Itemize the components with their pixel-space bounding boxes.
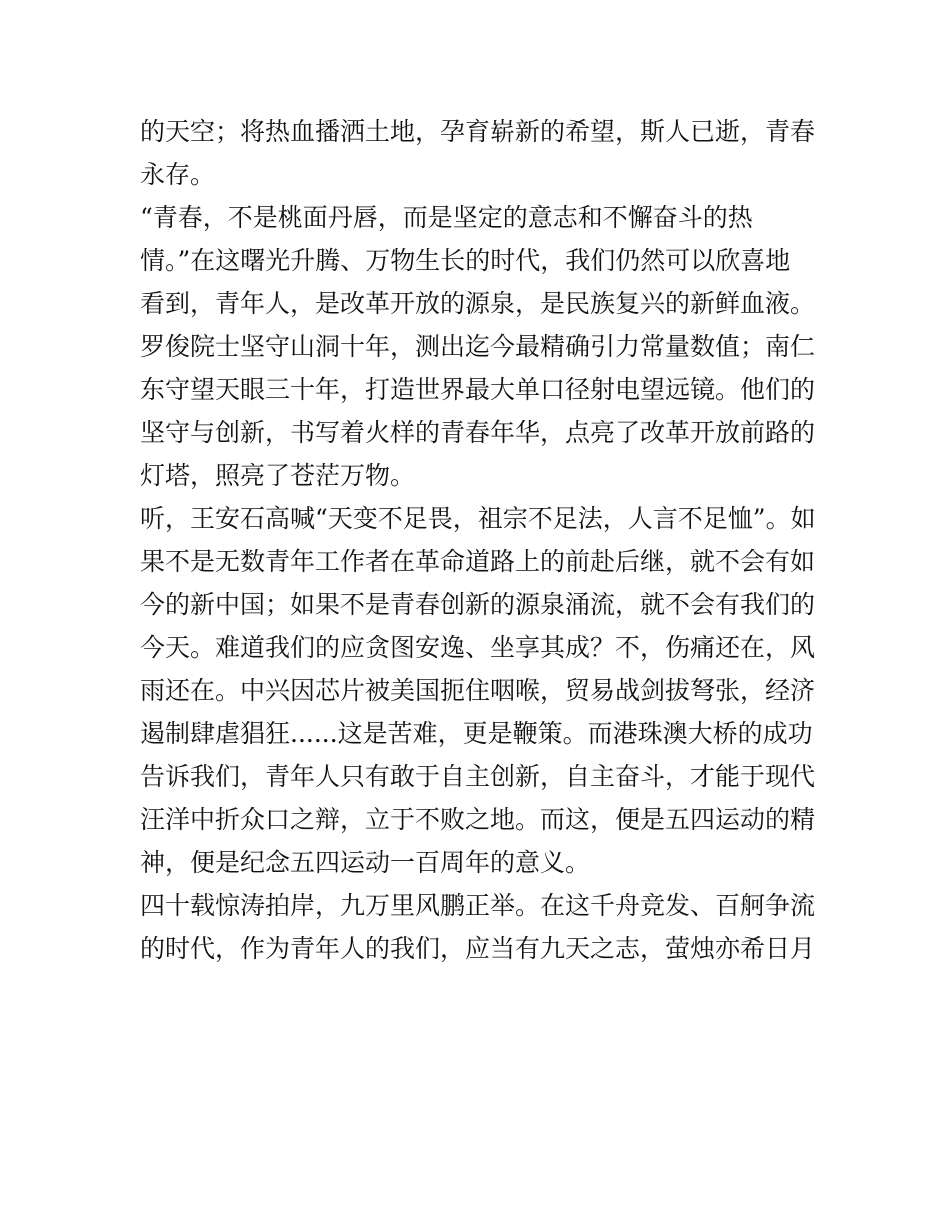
text-line-6: 罗俊院士坚守山洞十年，测出迄今最精确引力常量数值；南仁 bbox=[140, 332, 816, 361]
text-line-17: 汪洋中折众口之辩，立于不败之地。而这，便是五四运动的精 bbox=[140, 805, 816, 834]
text-line-14: 雨还在。中兴因芯片被美国扼住咽喉，贸易战剑拔弩张，经济 bbox=[140, 676, 816, 705]
text-line-19: 四十载惊涛拍岸，九万里风鹏正举。在这千舟竞发、百舸争流 bbox=[140, 891, 816, 920]
text-line-12: 今的新中国；如果不是青春创新的源泉涌流，就不会有我们的 bbox=[140, 590, 816, 619]
essay-body bbox=[140, 110, 820, 970]
text-line-9: 灯塔，照亮了苍茫万物。 bbox=[140, 461, 416, 490]
text-line-8: 坚守与创新，书写着火样的青春年华，点亮了改革开放前路的 bbox=[140, 418, 816, 447]
text-line-10: 听，王安石高喊“天变不足畏，祖宗不足法，人言不足恤”。如 bbox=[140, 504, 816, 533]
text-line-4: 情。”在这曙光升腾、万物生长的时代，我们仍然可以欣喜地 bbox=[140, 246, 791, 275]
text-line-3: “青春，不是桃面丹唇，而是坚定的意志和不懈奋斗的热 bbox=[140, 203, 753, 232]
text-line-7: 东守望天眼三十年，打造世界最大单口径射电望远镜。他们的 bbox=[140, 375, 816, 404]
text-line-16: 告诉我们，青年人只有敢于自主创新，自主奋斗，才能于现代 bbox=[140, 762, 816, 791]
text-line-2: 永存。 bbox=[140, 160, 216, 189]
text-line-15: 遏制肆虐猖狂......这是苦难，更是鞭策。而港珠澳大桥的成功 bbox=[140, 719, 813, 748]
text-line-13: 今天。难道我们的应贪图安逸、坐享其成？不，伤痛还在，风 bbox=[140, 633, 816, 662]
text-line-1: 的天空；将热血播洒土地，孕育崭新的希望，斯人已逝，青春 bbox=[140, 117, 816, 146]
text-line-20: 的时代，作为青年人的我们，应当有九天之志，萤烛亦希日月 bbox=[140, 934, 816, 963]
text-line-18: 神，便是纪念五四运动一百周年的意义。 bbox=[140, 848, 591, 877]
text-line-5: 看到，青年人，是改革开放的源泉，是民族复兴的新鲜血液。 bbox=[140, 289, 816, 318]
text-line-11: 果不是无数青年工作者在革命道路上的前赴后继，就不会有如 bbox=[140, 547, 816, 576]
